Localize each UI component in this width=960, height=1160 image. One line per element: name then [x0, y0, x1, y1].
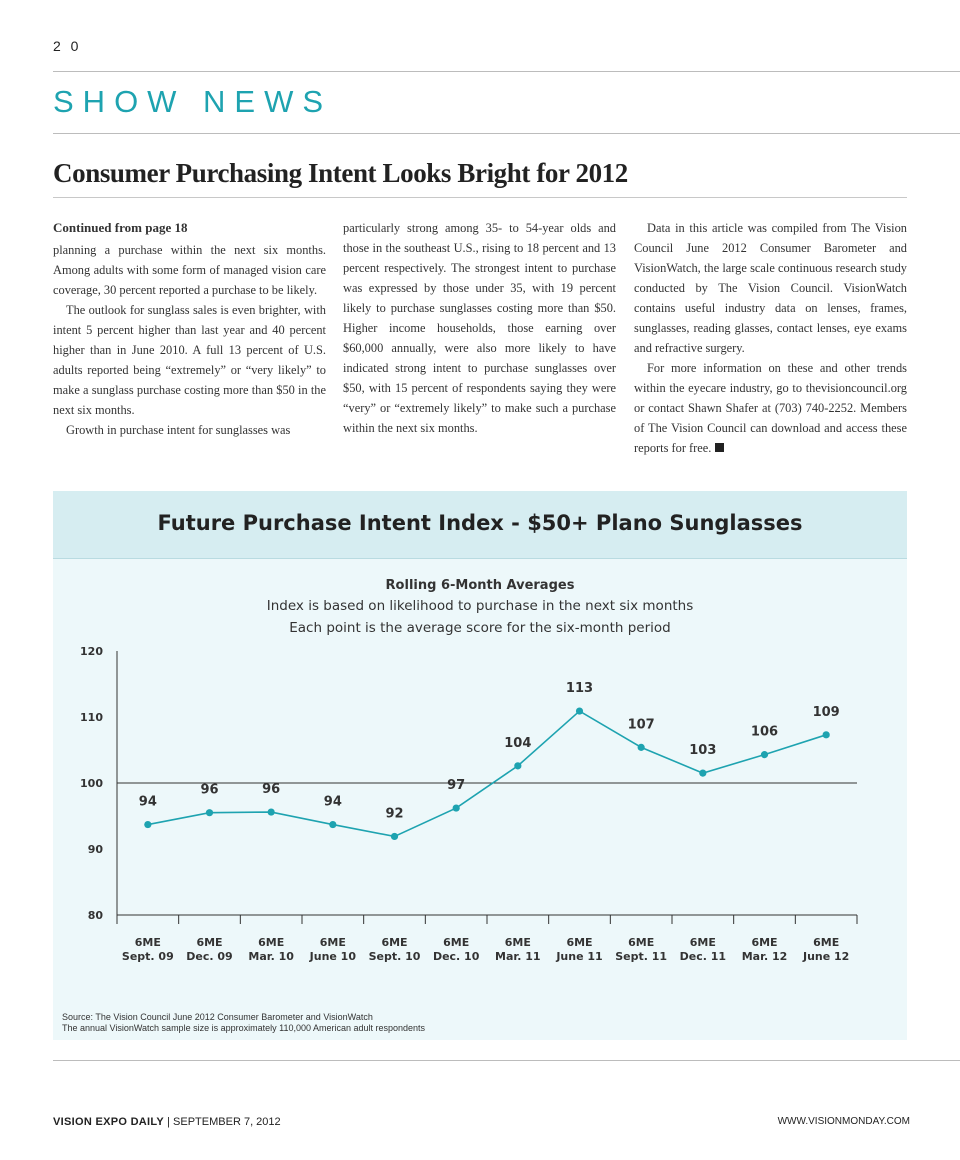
- x-tick-label: Sept. 09: [121, 950, 174, 963]
- x-tick-label: 6ME: [566, 936, 593, 949]
- footer-website: WWW.VISIONMONDAY.COM: [777, 1116, 910, 1127]
- data-point: [576, 707, 583, 714]
- data-point: [391, 833, 398, 840]
- section-label: SHOW NEWS: [53, 84, 333, 119]
- line-chart: [53, 491, 907, 1040]
- data-label: 97: [447, 778, 466, 794]
- headline: Consumer Purchasing Intent Looks Bright for 2012: [53, 158, 628, 188]
- data-label: 109: [812, 704, 840, 720]
- publication-date: SEPTEMBER 7, 2012: [173, 1116, 281, 1128]
- x-tick-label: 6ME: [134, 936, 161, 949]
- x-tick-label: 6ME: [504, 936, 531, 949]
- x-tick-label: Dec. 09: [186, 950, 233, 963]
- data-label: 94: [138, 794, 157, 810]
- x-tick-label: 6ME: [751, 936, 778, 949]
- x-tick-label: Dec. 10: [432, 950, 480, 963]
- data-point: [638, 744, 645, 751]
- source-note: Source: The Vision Council June 2012 Consumer Barometer and VisionWatch: [62, 1012, 373, 1022]
- chart-panel: [53, 491, 907, 1040]
- data-label: 96: [200, 782, 219, 798]
- x-tick-label: Mar. 12: [741, 950, 788, 963]
- footer-publication: [53, 1116, 281, 1128]
- data-point: [329, 821, 336, 828]
- paragraph: Data in this article was compiled from The Vision Council June 2012 Consumer Barometer and VisionWatch, the large scale continuous research study conducted by The Vision Council. VisionWatch contains useful industry data on lenses, frames, sunglasses, reading glasses, contact lenses, eye exams and refractive surgery.: [634, 221, 907, 355]
- x-tick-label: Sept. 11: [615, 950, 668, 963]
- x-tick-label: June 11: [556, 950, 603, 963]
- footer-divider: |: [167, 1116, 170, 1128]
- chart-subtitle-line: Each point is the average score for the six-month period: [289, 620, 671, 636]
- x-tick-label: 6ME: [319, 936, 346, 949]
- x-tick-label: Sept. 10: [368, 950, 421, 963]
- data-label: 113: [565, 681, 594, 697]
- data-label: 106: [750, 724, 779, 740]
- chart-subtitle: Rolling 6-Month Averages: [385, 578, 575, 593]
- x-tick-label: Mar. 11: [495, 950, 541, 963]
- chart-title: Future Purchase Intent Index - $50+ Plano Sunglasses: [157, 511, 803, 535]
- headline-rule: [53, 197, 907, 198]
- y-tick-label: 110: [80, 711, 103, 724]
- data-label: 104: [504, 735, 532, 751]
- source-note: The annual VisionWatch sample size is approximately 110,000 American adult respondents: [62, 1023, 426, 1033]
- paragraph: Growth in purchase intent for sunglasses was: [66, 423, 291, 437]
- x-tick-label: Dec. 11: [679, 950, 727, 963]
- top-rule: [53, 71, 960, 72]
- x-tick-label: 6ME: [689, 936, 716, 949]
- y-tick-label: 90: [87, 843, 103, 856]
- section-rule: [53, 133, 960, 134]
- page-number: 2 0: [53, 38, 82, 54]
- x-tick-label: 6ME: [196, 936, 223, 949]
- paragraph-text: For more information on these and other trends within the eyecare industry, go to thevisioncouncil.org or contact Shawn Shafer at (703) 740-2252. Members of The Vision Council can download and access these reports for free.: [634, 361, 907, 455]
- article-column-2: [343, 218, 616, 438]
- series-line: [148, 711, 826, 836]
- x-tick-label: 6ME: [628, 936, 655, 949]
- data-point: [823, 731, 830, 738]
- publication-name: VISION EXPO DAILY: [53, 1116, 165, 1128]
- x-tick-label: June 10: [309, 950, 357, 963]
- data-label: 94: [323, 794, 342, 810]
- data-label: 92: [385, 806, 404, 822]
- data-label: 103: [689, 743, 717, 759]
- x-tick-label: 6ME: [381, 936, 408, 949]
- chart-subtitle-line: Index is based on likelihood to purchase in the next six months: [266, 598, 694, 614]
- data-point: [144, 821, 151, 828]
- data-point: [206, 809, 213, 816]
- end-mark-icon: [715, 443, 724, 452]
- data-point: [268, 808, 275, 815]
- x-tick-label: 6ME: [813, 936, 840, 949]
- article-column-1: [53, 218, 326, 440]
- x-tick-label: 6ME: [258, 936, 285, 949]
- paragraph: The outlook for sunglass sales is even brighter, with intent 5 percent higher than last year and 40 percent higher than in June 2010. A full 13 percent of U.S. adults reported being “extremely” or “very likely” to make a sunglass purchase costing more than $50 in the next six months.: [53, 303, 326, 417]
- x-tick-label: Mar. 10: [248, 950, 294, 963]
- footer-rule: [53, 1060, 960, 1061]
- paragraph: planning a purchase within the next six months. Among adults with some form of managed vision care coverage, 30 percent reported a purchase to be likely.: [53, 243, 326, 297]
- data-point: [699, 770, 706, 777]
- paragraph: [634, 358, 907, 458]
- data-label: 96: [262, 782, 281, 798]
- x-tick-label: June 12: [802, 950, 850, 963]
- continued-from: Continued from page 18: [53, 220, 188, 235]
- y-tick-label: 100: [80, 777, 103, 790]
- x-tick-label: 6ME: [443, 936, 470, 949]
- data-label: 107: [627, 717, 655, 733]
- data-point: [761, 751, 768, 758]
- y-tick-label: 80: [87, 909, 103, 922]
- y-tick-label: 120: [80, 645, 103, 658]
- paragraph: particularly strong among 35- to 54-year olds and those in the southeast U.S., rising to 18 percent and 13 percent respectively. The strongest intent to purchase was expressed by those under 35, with 19 percent likely to purchase sunglasses costing more than $50. Higher income households, those earning over $60,000 annually, were also more likely to have indicated strong intent to purchase sunglasses over $50, with 15 percent of respondents saying they were “very” or “extremely likely” to make such a purchase within the next six months.: [343, 221, 616, 435]
- data-point: [453, 804, 460, 811]
- article-column-3: [634, 218, 907, 458]
- data-point: [514, 762, 521, 769]
